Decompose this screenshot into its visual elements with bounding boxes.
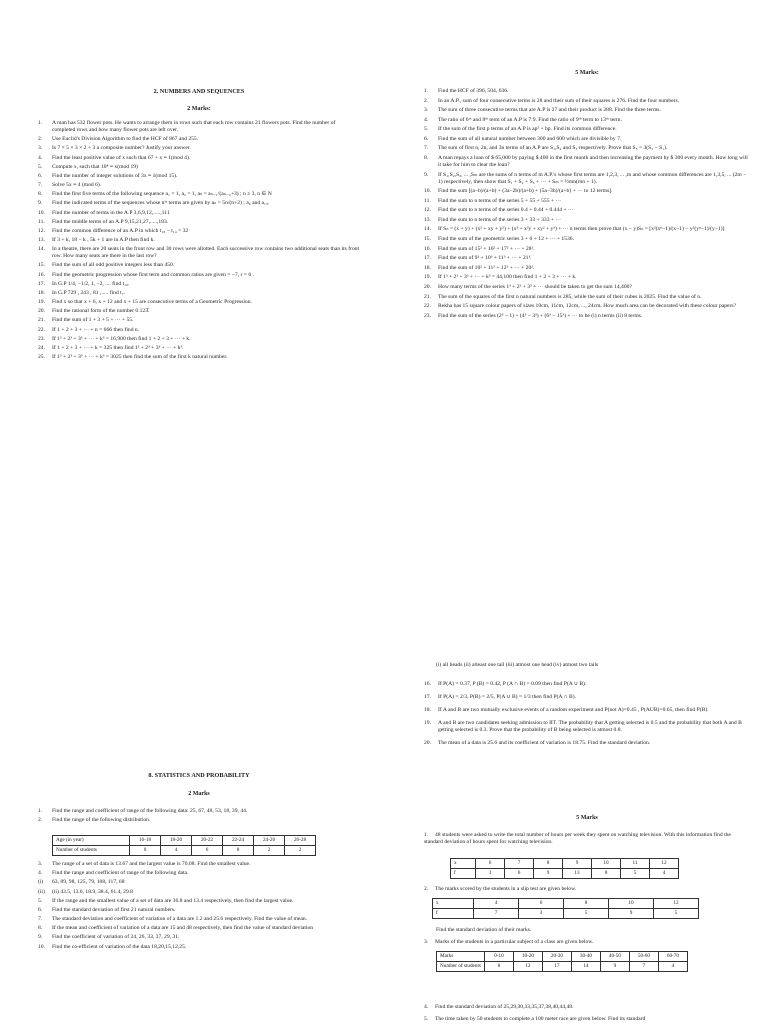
question-text: In a theatre, there are 20 seats in the front row and 30 rows were allotted. Each successive row contains two additional seats than its front row. How many seats are there in the last row? xyxy=(52,246,360,260)
table-cell: 30-40 xyxy=(571,952,600,962)
table-cell: 5 xyxy=(654,909,699,919)
table-cell: 9 xyxy=(534,869,563,879)
question-number: 1. xyxy=(424,88,429,94)
question-text: If 1³ + 2³ + 3³ + ··· + k³ = 16,900 then find 1 + 2 + 3 + ··· + k. xyxy=(52,335,191,342)
table-row xyxy=(433,909,699,919)
table-cell: 4 xyxy=(474,899,519,909)
table-row-label: Number of students xyxy=(53,846,130,856)
question-item xyxy=(38,907,360,914)
question-text: If 1³ + 2³ + 3³ + ··· + k³ = 3025 then find the sum of the first k natural number. xyxy=(52,354,228,361)
table-cell: 20-22 xyxy=(192,836,223,846)
table-cell: 10 xyxy=(592,859,621,869)
table-cell: 0-10 xyxy=(484,952,513,962)
question-item xyxy=(38,898,360,905)
question-number: 5. xyxy=(38,897,43,904)
question-number: 2. xyxy=(38,817,43,824)
question-text: The sum of three consecutive terms that are A.P is 27 and their product is 288. Find the three terms. xyxy=(438,107,661,114)
question-text: Find the sum [(a−b)/(a+b) + (3a−2b)/(a+b) + (5a−3b)/(a+b) + ··· to 12 terms]. xyxy=(438,188,613,195)
question-number: 11. xyxy=(38,218,45,225)
question-text: Find the range and coefficient of range of the following data. xyxy=(52,870,189,877)
question-item xyxy=(38,145,360,152)
table-cell: 9 xyxy=(609,909,654,919)
question-text: The range of a set of data is 13.67 and the largest value is 70.08. Find the smallest value. xyxy=(52,861,251,867)
question-text: Find the standard deviation of first 21 natural numbers. xyxy=(52,906,176,913)
table-row-label: x xyxy=(433,899,474,909)
table-cell: 22-24 xyxy=(223,836,254,846)
table-row xyxy=(53,836,316,846)
question-number: 4. xyxy=(38,870,43,877)
question-item xyxy=(38,237,360,244)
question-text: The sum of first n, 2n, and 3n terms of an A.P are S₁,S₂ and S₃ respectively. Prove that S₃ = 3(S₂ − S₁). xyxy=(438,145,668,152)
question-item xyxy=(424,145,750,152)
question-2-followup: Find the standard deviation of their marks. xyxy=(436,927,532,933)
question-text: Find the range and coefficient of range of the following data: 25, 67, 48, 53, 18, 39, 44. xyxy=(52,808,248,814)
question-list xyxy=(424,88,750,322)
question-text: Find the range of the following distribution. xyxy=(52,817,151,824)
question-number: 19. xyxy=(424,719,431,726)
question-number: 10. xyxy=(38,209,45,216)
question-item xyxy=(38,808,360,815)
question-number: 18. xyxy=(424,706,431,713)
question-text: Solve 5x ≡ 4 (mod 6). xyxy=(52,182,102,189)
question-text: Find the sum to n terms of the series 3 + 33 + 333 + ··· xyxy=(438,216,562,223)
question-text: In an A.P., sum of four consecutive terms is 28 and their sum of their squares is 276. Find the four numbers. xyxy=(438,97,680,104)
table-cell: 8 xyxy=(534,859,563,869)
question-item xyxy=(424,217,750,224)
question-item xyxy=(424,172,750,186)
table-cell: 11 xyxy=(621,859,650,869)
table-cell: 24-26 xyxy=(254,836,285,846)
question-text: Find the sum of the series (2³ − 1) + (4³ − 3³) + (6³ − 15³) + ··· to be (i) n terms (ii) 8 terms. xyxy=(438,312,643,319)
table-row xyxy=(433,899,699,909)
table-cell: 20-30 xyxy=(542,952,571,962)
question-number: (ii) xyxy=(38,888,45,895)
question-item xyxy=(424,720,750,734)
question-number: 17. xyxy=(424,693,431,700)
table-cell: 4 xyxy=(658,962,687,972)
question-item xyxy=(38,182,360,189)
question-item xyxy=(424,117,750,124)
question-number: 5. xyxy=(424,126,429,133)
question-text: In G.P 729 , 243 , 81 ,..... find t₇. xyxy=(52,289,126,296)
question-number: 9. xyxy=(424,171,429,178)
question-text: Find the number of terms in the A.P 3,6,9,12,.....,111 xyxy=(52,209,170,216)
question-number: 21. xyxy=(38,317,45,324)
question-text: Compute x, such that 10⁴ ≡ x(mod 19) xyxy=(52,163,138,170)
question-list xyxy=(38,808,360,826)
table-row xyxy=(53,846,316,856)
table-row-label: Marks xyxy=(437,952,485,962)
question-number: 22. xyxy=(424,303,431,310)
question-text: A and B are two candidates seeking admission to IIT. The probability that A getting selected is 0.5 and the probability that both A and B getting selected is 0.3. Prove that the probability of B being selected is atmost 0.8. xyxy=(438,719,742,733)
table-cell: 8 xyxy=(223,846,254,856)
question-item xyxy=(424,236,750,243)
table-cell: 12 xyxy=(654,899,699,909)
question-item xyxy=(424,226,750,233)
question-item xyxy=(424,98,750,105)
table-cell: 50-60 xyxy=(629,952,658,962)
table-row xyxy=(437,952,688,962)
question-item xyxy=(424,313,750,320)
question-number: 8. xyxy=(38,191,43,198)
question-item xyxy=(38,944,360,951)
question-item xyxy=(38,120,360,134)
question-number: 15. xyxy=(38,262,45,269)
table-cell: 7 xyxy=(505,859,534,869)
question-number: 10. xyxy=(424,188,431,195)
question-item xyxy=(38,934,360,941)
question-item xyxy=(38,299,360,306)
table-cell: 12 xyxy=(513,962,542,972)
question-2: 2. The marks scored by the students in a slip test are given below. xyxy=(424,886,577,892)
question-text: Find the co-efficient of variation of the data 18,20,15,12,25. xyxy=(52,943,187,950)
question-4: 4. Find the standard deviation of 25,29,30,33,35,37,38,40,44,48. xyxy=(424,1004,574,1010)
question-text: Find the first five terms of the following sequence a₁ = 1, a₂ = 1, aₙ = aₙ₋₁/(aₙ₋₂+3) ; n ≥ 3, n ∈ N xyxy=(52,191,272,198)
question-number: 13. xyxy=(424,216,431,223)
table-cell: 3 xyxy=(476,869,505,879)
table-row xyxy=(451,869,679,879)
question-number: 9. xyxy=(38,934,43,941)
question-item xyxy=(424,107,750,114)
question-number: 22. xyxy=(38,326,45,333)
question-number: 4. xyxy=(424,116,429,123)
question-number: (i) xyxy=(38,879,44,886)
question-list xyxy=(38,861,360,953)
question-number: 11. xyxy=(424,197,431,204)
question-text: Find the coefficient of variation of 24, 26, 33, 37, 29, 31. xyxy=(52,934,180,941)
question-number: 1. xyxy=(38,120,43,126)
question-number: 16. xyxy=(38,271,45,278)
question-text: Find the indicated terms of the sequences whose nᵗʰ terms are given by aₙ = 5n/(n+2) ; a₆ and a₁₃. xyxy=(52,200,270,207)
table-cell: 8 xyxy=(592,869,621,879)
table-cell: 2 xyxy=(285,846,316,856)
question-text: If S₁,S₂,S₃, ... ,Sₘ are the sums of n terms of m A.P.'s whose first terms are 1,2,3, ... ,m and whose common differences are 1,3,5, ... (2m − 1) respectively, then show that S₁ + S₂ + S₃ + ··· + Sₘ = ½mn(mn + 1). xyxy=(438,171,747,185)
question-item xyxy=(38,916,360,923)
question-text: If P(A) = 2/3, P(B) = 2/5, P(A ∪ B) = 1/3 then find P(A ∩ B). xyxy=(438,693,577,700)
question-number: 7. xyxy=(38,182,43,189)
tv-hours-table xyxy=(450,858,679,879)
question-number: 17. xyxy=(38,280,45,287)
question-text: Find the HCF of 396, 504, 636. xyxy=(438,88,509,94)
question-number: 13. xyxy=(38,237,45,244)
question-number: 16. xyxy=(424,681,431,687)
question-text: If the sum of the first p terms of an A.P is ap² + bp. Find its common difference. xyxy=(438,126,617,133)
question-text: Find the rational form of the number 0.123̅. xyxy=(52,308,150,315)
question-text: How many terms of the series 1³ + 2³ + 3³ + ··· should be taken to get the sum 14,400? xyxy=(438,283,632,290)
table-cell: 4 xyxy=(650,869,679,879)
table-cell: 6 xyxy=(476,859,505,869)
question-item xyxy=(424,246,750,253)
question-item xyxy=(38,817,360,824)
question-text: Find the sum to n terms of the series 5 + 55 + 555 + ··· xyxy=(438,197,562,204)
question-number: 3. xyxy=(38,145,43,152)
question-item xyxy=(424,294,750,301)
question-item xyxy=(38,861,360,868)
question-text: A man repays a loan of $ 65,000 by paying $ 400 in the first month and then increasing the payment by $ 300 every month. How long will it take for him to clear the loan? xyxy=(438,155,748,169)
table-cell: 7 xyxy=(629,962,658,972)
question-item xyxy=(424,198,750,205)
table-cell: 0 xyxy=(130,846,161,856)
marks-distribution-table xyxy=(436,951,688,972)
question-item xyxy=(38,228,360,235)
question-number: 3. xyxy=(38,861,43,867)
table-cell: 4 xyxy=(161,846,192,856)
question-item xyxy=(424,255,750,262)
question-text: 63, 89, 98, 125, 79, 108, 117, 68 xyxy=(52,879,125,886)
question-item xyxy=(424,694,750,701)
table-row-label: Age (in year) xyxy=(53,836,130,846)
table-cell: 9 xyxy=(600,962,629,972)
question-text: A man has 532 flower pots. He wants to arrange them in rows such that each row contains 21 flowers pots. Find the number of completed rows and how many flower pots are left over. xyxy=(52,120,336,133)
question-number: 6. xyxy=(38,906,43,913)
question-number: 7. xyxy=(38,916,43,923)
question-number: 25. xyxy=(38,354,45,361)
question-text: Rekha has 15 square colour papers of sizes 10cm, 11cm, 12cm, ..., 24cm. How much area can be decorated with these colour papers? xyxy=(438,303,737,310)
question-number: 1. xyxy=(38,808,43,814)
marks-heading-5: 5 Marks: xyxy=(575,70,599,76)
question-number: 19. xyxy=(424,274,431,281)
question-item xyxy=(38,210,360,217)
question-item xyxy=(38,191,360,198)
marks-heading-5: 5 Marks xyxy=(576,815,598,821)
question-number: 2. xyxy=(424,97,429,104)
question-item xyxy=(424,740,750,747)
question-text: If Sₙ = (x + y) + (x² + xy + y²) + (x³ + x²y + xy² + y³) + ··· n terms then prove that (x − y)Sₙ = [x²(xⁿ−1)/(x−1) − y²(yⁿ−1)/(y−1)] xyxy=(438,226,725,233)
question-number: 18. xyxy=(424,264,431,271)
question-3: 3. Marks of the students in a particular subject of a class are given below. xyxy=(424,939,594,945)
question-list xyxy=(38,120,360,363)
table-cell: 8 xyxy=(484,962,513,972)
question-text: If the range and the smallest value of a set of data are 36.8 and 13.4 respectively, then find the largest value. xyxy=(52,897,294,904)
question-number: 5. xyxy=(38,163,43,170)
question-item xyxy=(38,219,360,226)
marks-heading-2: 2 Marks xyxy=(188,791,210,797)
table-row-label: x xyxy=(451,859,476,869)
table-cell: 10-20 xyxy=(513,952,542,962)
table-cell: 2 xyxy=(254,846,285,856)
table-cell: 5 xyxy=(621,869,650,879)
question-text: If 1³ + 2³ + 3³ + ··· + k³ = 44,100 then find 1 + 2 + 3 + ··· + k. xyxy=(438,274,577,281)
question-number: 21. xyxy=(424,293,431,300)
table-cell: 13 xyxy=(563,869,592,879)
table-cell: 14 xyxy=(571,962,600,972)
table-row-label: f xyxy=(451,869,476,879)
question-text: The mean of a data is 25.6 and its coefficient of variation is 18.75. Find the standard deviation. xyxy=(438,739,651,746)
question-item xyxy=(38,308,360,315)
slip-test-table xyxy=(432,898,699,919)
table-row xyxy=(451,859,679,869)
table-cell: 9 xyxy=(563,859,592,869)
question-number: 23. xyxy=(38,335,45,342)
question-text: If the mean and coefficient of variation of a data are 15 and 48 respectively, then find the value of standard deviation xyxy=(52,925,314,932)
question-item xyxy=(424,155,750,169)
question-text: Find the sum of 10² + 11² + 12² + ··· + 20². xyxy=(438,264,535,271)
question-number: 18. xyxy=(38,289,45,296)
table-cell: 6 xyxy=(505,869,534,879)
question-item xyxy=(38,272,360,279)
question-text: If P(A) = 0.37, P (B) = 0.42, P (A ∩ B) = 0.09 then find P(A ∪ B). xyxy=(438,681,587,687)
question-text: If 1 + 2 + 3 + ··· + n = 666 then find n. xyxy=(52,326,140,333)
question-text: Find the sum of 9³ + 10³ + 11³ + ··· + 21³. xyxy=(438,255,532,262)
question-item xyxy=(38,336,360,343)
question-number: 7. xyxy=(424,145,429,152)
question-item xyxy=(424,284,750,291)
table-cell: 60-70 xyxy=(658,952,687,962)
question-text: Find the sum of the geometric series 3 + 6 + 12 + ··· + 1536. xyxy=(438,236,574,243)
question-item xyxy=(38,870,360,877)
question-item xyxy=(38,290,360,297)
question-text: If 1 + 2 + 3 + ··· + k = 325 then find 1³ + 2³ + 3³ + ··· + k³. xyxy=(52,344,184,351)
question-item xyxy=(38,879,360,886)
question-item xyxy=(38,889,360,896)
table-row xyxy=(437,962,688,972)
question-text: In G.P 1/4, −1/2, 1, −2, .... find t₁₀. xyxy=(52,280,130,287)
question-text: Find the number of integer solutions of 3x ≡ 1(mod 15). xyxy=(52,172,178,179)
question-item xyxy=(38,925,360,932)
table-cell: 5 xyxy=(564,909,609,919)
question-number: 3. xyxy=(424,107,429,114)
question-text: If A and B are two mutually exclusive events of a random experiment and P(not A)=0.45 , P(AUB)=0.65, then find P(B). xyxy=(438,706,709,713)
question-item xyxy=(38,136,360,143)
question-item xyxy=(38,354,360,361)
question-number: 20. xyxy=(424,739,431,746)
marks-heading-2: 2 Marks: xyxy=(187,106,211,112)
question-text: Find the least positive value of x such that 67 + x ≡ 1(mod 4). xyxy=(52,154,191,161)
table-cell: 7 xyxy=(474,909,519,919)
question-text: (ii) 43.5, 13.6, 18.9, 38.4, 61.4, 29.8 xyxy=(52,888,133,895)
question-number: 12. xyxy=(38,227,45,234)
table-cell: 16-18 xyxy=(130,836,161,846)
question-text: Find the middle terms of an A.P 9,15,21,27,.....,183. xyxy=(52,218,169,225)
table-cell: 40-50 xyxy=(600,952,629,962)
question-text: Find the geometric progression whose first term and common ratios are given = −7, r = 6 . xyxy=(52,271,254,278)
question-number: 12. xyxy=(424,207,431,214)
question-number: 8. xyxy=(38,925,43,932)
question-item xyxy=(38,200,360,207)
question-text: The standard deviation and coefficient of variation of a data are 1.2 and 25.6 respectively. Find the value of mean. xyxy=(52,916,308,923)
coin-outcomes-line: (i) all heads (ii) atleast one tail (iii) atmost one head (iv) atmost two tails xyxy=(436,662,599,668)
table-cell: 26-28 xyxy=(285,836,316,846)
age-distribution-table xyxy=(52,835,316,856)
question-text: Use Euclid's Division Algorithm to find the HCF of 867 and 255. xyxy=(52,136,199,143)
question-number: 19. xyxy=(38,299,45,306)
question-number: 15. xyxy=(424,236,431,243)
question-item xyxy=(38,155,360,162)
question-number: 17. xyxy=(424,255,431,262)
question-text: Find the sum of 15² + 16² + 17² + ··· + 28². xyxy=(438,245,535,252)
question-text: Find the common difference of an A.P in which t₁₈ − t₁₄ = 32 xyxy=(52,227,189,234)
question-number: 14. xyxy=(424,226,431,233)
table-cell: 6 xyxy=(519,899,564,909)
question-number: 20. xyxy=(424,283,431,290)
question-item xyxy=(38,246,360,260)
question-item xyxy=(424,707,750,714)
question-number: 4. xyxy=(38,154,43,161)
question-text: If 3 + k, 18 − k , 5k + 1 are in A.P then find k. xyxy=(52,237,155,244)
table-row-label: Number of students xyxy=(437,962,485,972)
question-number: 10. xyxy=(38,943,45,950)
question-5: 5. The time taken by 50 students to complete a 100 meter race are given below. Find its standard xyxy=(424,1016,646,1022)
question-text: The ratio of 6ᵗʰ and 8ᵗʰ term of an A.P is 7:9. Find the ratio of 9ᵗʰ term to 13ᵗʰ term. xyxy=(438,116,622,123)
question-item xyxy=(38,164,360,171)
section-title-statistics: 8. STATISTICS AND PROBABILITY xyxy=(148,772,250,779)
question-number: 16. xyxy=(424,245,431,252)
question-item xyxy=(38,173,360,180)
question-number: 9. xyxy=(38,200,43,207)
question-item xyxy=(38,327,360,334)
question-number: 8. xyxy=(424,155,429,162)
question-item xyxy=(38,281,360,288)
question-item xyxy=(424,188,750,195)
question-item xyxy=(38,317,360,324)
question-item xyxy=(38,345,360,352)
question-number: 23. xyxy=(424,312,431,319)
table-cell: 18-20 xyxy=(161,836,192,846)
question-number: 14. xyxy=(38,246,45,253)
question-item xyxy=(424,274,750,281)
question-item xyxy=(424,265,750,272)
question-text: Is 7 × 5 × 3 × 2 + 3 a composite number? Justify your answer. xyxy=(52,145,191,152)
table-cell: 10 xyxy=(609,899,654,909)
question-text: Find the sum to n terms of the series 0.4 + 0.44 + 0.444 + ··· xyxy=(438,207,574,214)
table-cell: 3 xyxy=(519,909,564,919)
question-text: The sum of the squares of the first n natural numbers is 285, while the sum of their cubes is 2025. Find the value of n. xyxy=(438,293,702,300)
table-cell: 12 xyxy=(650,859,679,869)
table-row-label: f xyxy=(433,909,474,919)
question-text: Find the sum of 1 + 3 + 5 + ··· + 55. xyxy=(52,317,134,324)
question-item xyxy=(424,681,750,688)
question-item xyxy=(424,136,750,143)
question-number: 6. xyxy=(38,172,43,179)
question-1: 1. 48 students were asked to write the total number of hours per week they spent on watching television. With this information find the standard deviation of hours spent for watching television. xyxy=(424,832,731,845)
question-item xyxy=(38,262,360,269)
question-list xyxy=(424,681,750,753)
question-number: 2. xyxy=(38,136,43,143)
question-item xyxy=(424,207,750,214)
question-number: 24. xyxy=(38,344,45,351)
table-cell: 17 xyxy=(542,962,571,972)
question-number: 20. xyxy=(38,308,45,315)
question-text: Find x so that x + 6, x + 12 and x + 15 are consecutive terms of a Geometric Progression. xyxy=(52,299,252,306)
question-item xyxy=(424,303,750,310)
section-title-numbers: 2. NUMBERS AND SEQUENCES xyxy=(153,88,245,95)
question-text: Find the sum of all natural number between 300 and 600 which are divisible by 7. xyxy=(438,135,622,142)
question-item xyxy=(424,88,750,95)
question-number: 6. xyxy=(424,135,429,142)
question-text: Find the sum of all odd positive integers less than 450. xyxy=(52,262,175,269)
question-item xyxy=(424,126,750,133)
table-cell: 8 xyxy=(564,899,609,909)
table-cell: 6 xyxy=(192,846,223,856)
